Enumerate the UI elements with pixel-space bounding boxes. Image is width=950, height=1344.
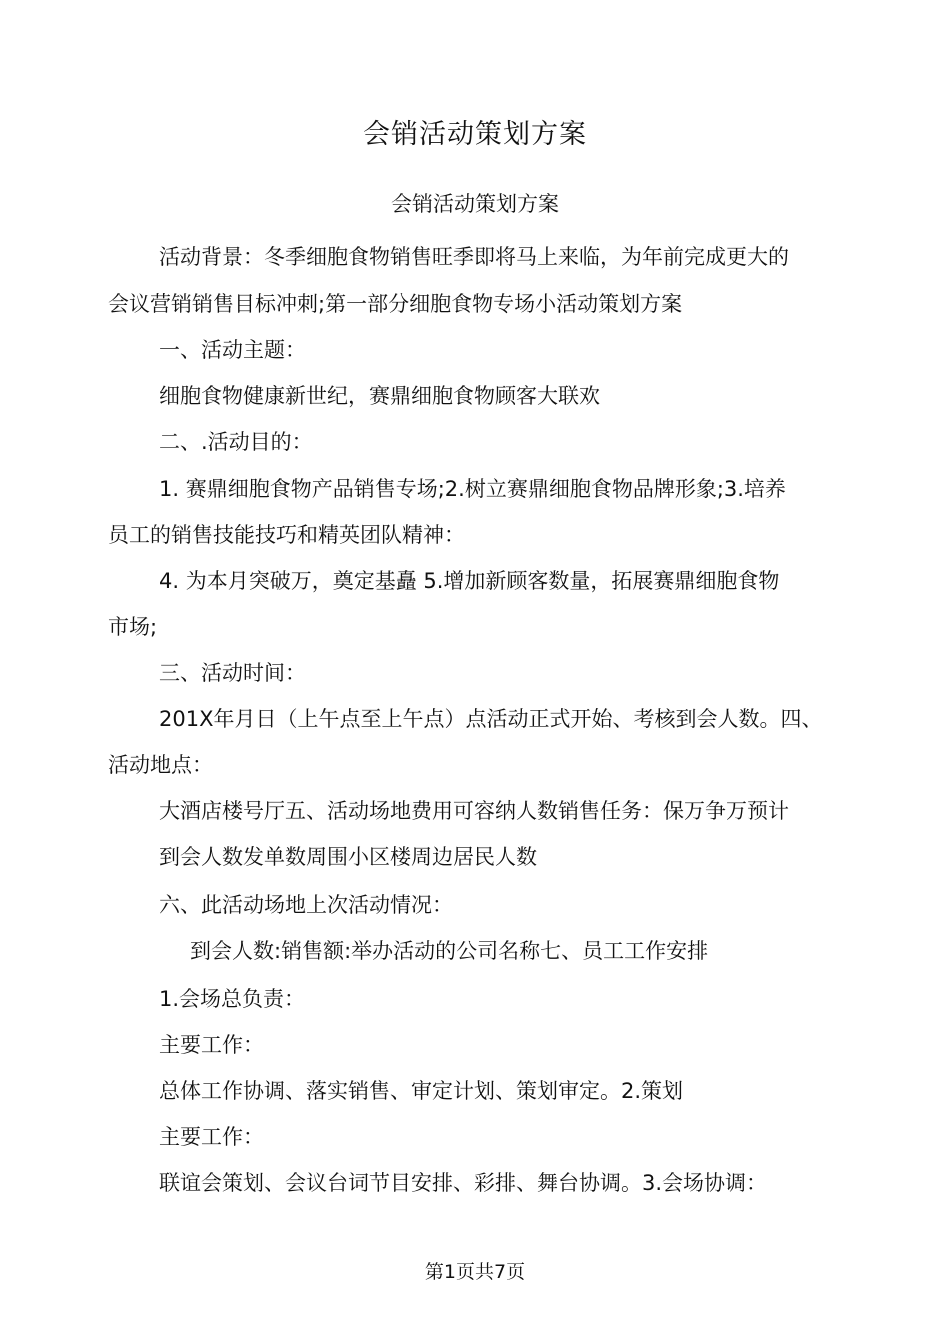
- paragraph-line: 1.会场总负责：: [159, 987, 306, 1011]
- paragraph-line: 市场;: [108, 615, 158, 639]
- paragraph-line: 1. 赛鼎细胞食物产品销售专场;2.树立赛鼎细胞食物品牌形象;3.培养: [159, 477, 786, 501]
- paragraph-line: 活动背景：冬季细胞食物销售旺季即将马上来临，为年前完成更大的: [159, 245, 789, 269]
- paragraph-line: 总体工作协调、落实销售、审定计划、策划审定。2.策划: [159, 1079, 684, 1103]
- paragraph-line: 201X年月日（上午点至上午点）点活动正式开始、考核到会人数。四、: [159, 707, 823, 731]
- page-number-footer: 第1页共7页: [424, 1261, 526, 1283]
- paragraph-line: 主要工作：: [159, 1033, 264, 1057]
- paragraph-line: 大酒店楼号厅五、活动场地费用可容纳人数销售任务：保万争万预计: [159, 799, 789, 823]
- paragraph-line: 到会人数发单数周围小区楼周边居民人数: [159, 845, 537, 869]
- paragraph-line: 员工的销售技能技巧和精英团队精神：: [108, 523, 465, 547]
- paragraph-line: 会议营销销售目标冲刺;第一部分细胞食物专场小活动策划方案: [108, 292, 683, 316]
- document-title: 会销活动策划方案: [363, 119, 587, 150]
- section-heading: 一、活动主题：: [159, 338, 306, 362]
- paragraph-line: 活动地点：: [108, 753, 213, 777]
- paragraph-line: 4. 为本月突破万，奠定基矗 5.增加新顾客数量，拓展赛鼎细胞食物: [159, 569, 780, 593]
- section-heading: 六、此活动场地上次活动情况：: [159, 893, 453, 917]
- paragraph-line: 细胞食物健康新世纪，赛鼎细胞食物顾客大联欢: [159, 384, 600, 408]
- paragraph-line: 主要工作：: [159, 1125, 264, 1149]
- paragraph-line: 到会人数:销售额:举办活动的公司名称七、员工工作安排: [190, 939, 709, 963]
- section-heading: 三、活动时间：: [159, 661, 306, 685]
- paragraph-line: 联谊会策划、会议台词节目安排、彩排、舞台协调。3.会场协调：: [159, 1171, 768, 1195]
- document-subtitle: 会销活动策划方案: [391, 192, 559, 216]
- section-heading: 二、.活动目的：: [159, 430, 313, 454]
